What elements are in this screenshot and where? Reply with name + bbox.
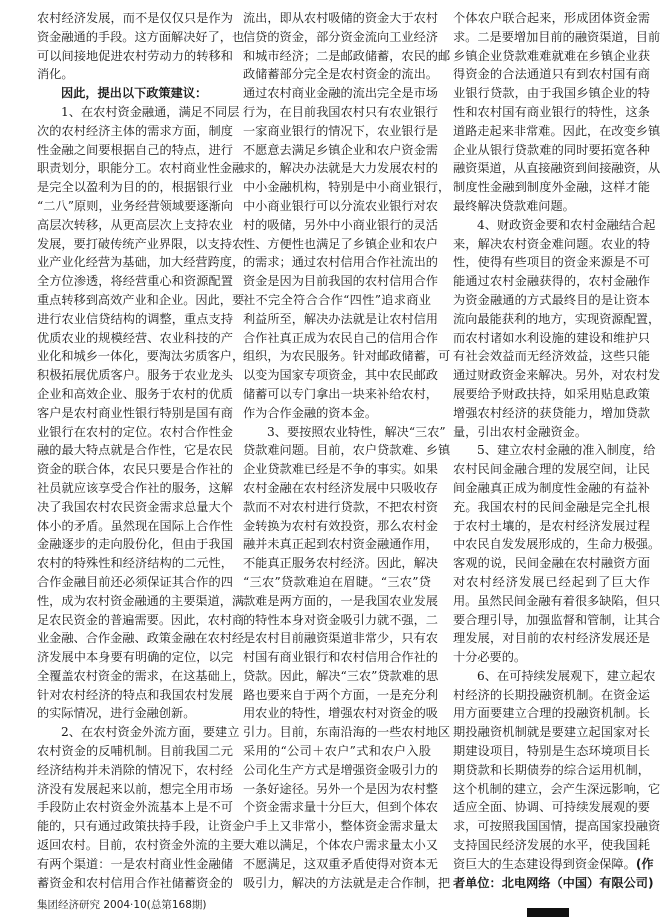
line-text: 个资金需求量十分巨大，但到个体农: [243, 800, 438, 815]
text-line: [37, 611, 245, 630]
line-text: 农村资金的反哺机制。目前我国二元: [37, 744, 233, 759]
line-text: 村国有商业银行和农村信用合作社的: [243, 650, 438, 665]
text-line: [453, 235, 650, 254]
text-line: [243, 723, 451, 742]
text-line: [243, 667, 439, 686]
text-line: [37, 9, 233, 28]
line-text: 不愿意去满足乡镇企业和农户资金需: [243, 142, 438, 157]
line-text: 于农村土壤的，是农村经济发展过程: [453, 518, 650, 533]
line-text: 社员就应该享受合作社的服务，这解: [37, 480, 233, 495]
line-text: 业银行贷款，由于我国乡镇企业的特: [453, 86, 650, 101]
line-text: 针对农村经济的特点和我国农村发展: [37, 687, 233, 702]
line-text: 采用的“公司＋农户”式和农户入股: [243, 744, 431, 759]
text-line: [453, 592, 661, 611]
line-text: 个体农户联合起来，形成团体资金需: [453, 11, 650, 25]
text-line: [37, 347, 245, 366]
line-text: 组织，为农民服务。针对邮政储蓄，可: [243, 349, 451, 364]
text-line: [453, 855, 654, 874]
text-line: [37, 47, 233, 66]
text-line: [37, 141, 233, 160]
line-text: 企业贷款难已经是不争的事实。如果: [243, 462, 438, 477]
column-3: [453, 9, 661, 892]
text-line: [37, 498, 233, 517]
text-line: [243, 629, 438, 648]
line-text: 职责划分，职能分工。农村商业性金融: [37, 161, 245, 176]
text-line: [37, 291, 245, 310]
text-line: [453, 159, 661, 178]
text-line: [37, 253, 245, 272]
line-text: 和城市经济；二是邮政储蓄，农民的邮: [243, 48, 451, 63]
line-text: 作为合作金融的资本金。: [243, 405, 378, 420]
line-text: 手段防止农村资金外流基本上是不可: [37, 800, 233, 815]
line-text: 资金融通的手段。这方面解决好了，也: [37, 29, 245, 44]
text-line: [453, 291, 650, 310]
line-text: 业金融、合作金融、政策金融在农村经: [37, 631, 245, 646]
line-text: 中小金融机构，特别是中小商业银行，: [243, 180, 451, 195]
line-text: 进行农业信贷结构的调整，重点支持: [37, 311, 233, 326]
line-text: 求，可按照我国国情，提高国家投融资: [453, 819, 661, 834]
line-text: 是完全以盈利为目的的，根据银行业: [37, 180, 233, 195]
line-text: 3、要按照农业特性，解决“三农”: [267, 424, 446, 439]
text-line: [453, 761, 650, 780]
line-text: 最终解决贷款难问题。: [453, 198, 575, 213]
text-line: [37, 479, 233, 498]
text-line: [453, 441, 656, 460]
line-text: 全覆盖农村资金的需求，在这基础上，: [37, 668, 245, 683]
end-mark: [527, 908, 569, 917]
line-text: 者单位：北电网络（中国）有限公司): [453, 875, 654, 890]
column-2: [243, 9, 451, 892]
line-text: 以变为国家专项资金，其中农民邮政: [243, 368, 438, 383]
text-line: [37, 798, 233, 817]
line-text: 重点转移到高效产业和企业。因此，要: [37, 292, 245, 307]
line-text: 的需求；通过农村信用合作社流出的: [243, 255, 438, 270]
line-text: 得资金的合法通道只有到农村国有商: [453, 67, 650, 82]
line-text: 决了我国农村农民资金需求总量大个: [37, 499, 233, 514]
text-line: [453, 347, 650, 366]
line-text: 贷款。因此，解决“三农”贷款难的思: [243, 668, 439, 683]
text-line: [453, 498, 650, 517]
line-text: 款难是两方面的，一是我国农业发展: [243, 593, 438, 608]
line-text: 量，引出农村金融资金。: [453, 424, 588, 439]
line-text: 能的，只有通过政策扶持手段，让资金: [37, 819, 245, 834]
text-line: [243, 404, 431, 423]
line-text: 4、财政资金要和农村金融结合起: [477, 217, 656, 232]
line-text: 期建设项目，特别是生态环境项目长: [453, 744, 650, 759]
text-line: [37, 385, 233, 404]
text-line: [243, 47, 451, 66]
line-text: 有社会效益而无经济效益，这些只能: [453, 349, 650, 364]
line-text: 要合理引导，加强监督和管制，让其合: [453, 612, 661, 627]
line-text: 返回农村。目前，农村资金外流的主要: [37, 838, 245, 853]
text-line: [243, 517, 438, 536]
line-text: 高层次转移，从更高层次上支持农业: [37, 217, 233, 232]
line-text: 农村金融在农村经济发展中只吸收存: [243, 480, 438, 495]
line-text: 的实际情况，进行金融创新。: [37, 706, 196, 721]
text-line: [37, 423, 233, 442]
line-text: 金转换为农村有效投资，那么农村金: [243, 518, 438, 533]
text-line-bold: [453, 874, 654, 893]
text-line: [243, 197, 438, 216]
line-text: 不愿满足，这双重矛盾使得对资本无: [243, 856, 438, 871]
line-text: 村经济的长期投融资机制。在资金运: [453, 687, 650, 702]
line-text: 6、在可持续发展观下，建立起农: [477, 668, 656, 683]
text-line: [243, 84, 438, 103]
line-text: 融资渠道，从直接融资到间接融资，从: [453, 161, 661, 176]
text-line: [243, 479, 438, 498]
line-text: 济没有发展起来以前，想完全用市场: [37, 781, 233, 796]
line-text: 2、在农村资金外流方面，要建立: [61, 725, 240, 740]
text-line: [37, 573, 233, 592]
text-line: [453, 329, 650, 348]
text-line: [453, 122, 661, 141]
text-line: [37, 460, 233, 479]
line-text: 性、方便性也满足了乡镇企业和农户: [243, 236, 438, 251]
line-text: 积极拓展优质客户。服务于农业龙头: [37, 368, 233, 383]
text-line: [453, 178, 650, 197]
text-line: [243, 216, 438, 235]
line-text: 足农民资金的普遍需要。因此，农村商: [37, 612, 245, 627]
text-line: [453, 517, 650, 536]
line-text: 充。我国农村的民间金融是完全扎根: [453, 499, 650, 514]
text-line: [243, 103, 438, 122]
line-text: 款而不对农村进行贷款，不把农村资: [243, 499, 438, 514]
text-line: [243, 291, 431, 310]
text-line: [453, 366, 661, 385]
line-text: 性金融之间要根据自己的特点，进行: [37, 142, 233, 157]
text-line: [243, 761, 438, 780]
text-line: [453, 554, 650, 573]
text-line: [453, 817, 661, 836]
line-text: 适应全面、协调、可持续发展观的要: [453, 800, 650, 815]
line-text: 资金是因为目前我国的农村信用合作: [243, 274, 438, 289]
text-line: [37, 216, 233, 235]
author-note-start: (作: [635, 856, 654, 871]
line-text: “二八”原则，业务经营领域要逐渐向: [37, 198, 233, 213]
text-line: [37, 178, 233, 197]
text-line: [243, 780, 438, 799]
line-text: 展要给予财政扶持，如采用贴息政策: [453, 386, 650, 401]
text-line: [37, 310, 233, 329]
text-line: [243, 798, 438, 817]
line-text: 对农村经济发展已经起到了巨大作: [453, 574, 650, 589]
text-line: [243, 310, 438, 329]
line-text: 求的，解决办法就是大力发展农村的: [243, 161, 438, 176]
line-text: 间金融真正成为制度性金融的有益补: [453, 480, 650, 495]
text-line: [453, 667, 656, 686]
line-text: 十分必要的。: [453, 650, 527, 665]
text-line: [453, 84, 650, 103]
text-line: [243, 874, 451, 893]
line-text: 村的吸储，另外中小商业银行的灵活: [243, 217, 438, 232]
line-text: 通过财政资金来解决。另外，对农村发: [453, 368, 661, 383]
text-line: [453, 836, 650, 855]
text-line: [37, 517, 233, 536]
line-text: “三农”贷款难迫在眉睫。“三农”贷: [243, 574, 431, 589]
text-line: [243, 836, 438, 855]
line-text: 可以间接地促进农村劳动力的转移和: [37, 48, 233, 63]
line-text: 优质农业的规模经营、农业科技的产: [37, 330, 233, 345]
line-text: 中小商业银行可以分流农业银行对农: [243, 198, 438, 213]
text-line: [37, 366, 233, 385]
line-text: 一家商业银行的情况下，农业银行是: [243, 123, 438, 138]
text-line: [37, 742, 233, 761]
line-text: 行为，在目前我国农村只有农业银行: [243, 104, 438, 119]
line-text: 期贷款和长期债券的综合运用机制，: [453, 762, 650, 777]
text-line: [37, 65, 233, 84]
line-text: 政储蓄部分完全是农村资金的流出。: [243, 67, 438, 82]
text-line: [453, 723, 650, 742]
line-text: 流出，即从农村吸储的资金大于农村: [243, 11, 438, 25]
text-line: [453, 611, 661, 630]
text-line: [453, 535, 661, 554]
text-line: [453, 9, 650, 28]
line-text: 流向最能获利的地方，实现资源配置，: [453, 311, 661, 326]
line-text: 体小的矛盾。虽然现在国际上合作性: [37, 518, 233, 533]
line-text: 一条好途径。另外一个是因为农村整: [243, 781, 438, 796]
line-text: 消化。: [37, 67, 74, 82]
line-text: 因此，提出以下政策建议：: [61, 86, 208, 101]
text-line: [243, 573, 431, 592]
line-text: 业银行在农村的定位。农村合作性金: [37, 424, 233, 439]
line-text: 企业从银行贷款难的同时要拓宽各种: [453, 142, 650, 157]
text-line: [453, 103, 650, 122]
text-line: [37, 629, 245, 648]
line-text: 道路走起来非常难。因此，在改变乡镇: [453, 123, 661, 138]
text-line: [37, 329, 233, 348]
line-text: 利益所至，解决办法就是让农村信用: [243, 311, 438, 326]
text-line: [37, 235, 245, 254]
text-line: [243, 122, 438, 141]
text-line: [37, 535, 233, 554]
line-text: 农村的特殊性和经济结构的二元性，: [37, 556, 233, 571]
line-text: 社不完全符合合作“四性”追求商业: [243, 292, 431, 307]
text-line: [37, 404, 233, 423]
text-line: [453, 141, 650, 160]
text-line: [243, 686, 438, 705]
text-line: [37, 836, 245, 855]
text-line: [243, 9, 438, 28]
text-line: [243, 366, 438, 385]
line-text: 求。二是要增加目前的融资渠道，目前: [453, 29, 661, 44]
line-text: 发展，要打破传统产业界限，以支持农: [37, 236, 245, 251]
line-text: 这个机制的建立，会产生深远影响，它: [453, 781, 661, 796]
text-line: [243, 817, 438, 836]
column-1: [37, 9, 245, 892]
text-line: [243, 178, 451, 197]
text-line: [243, 535, 438, 554]
text-line: [243, 141, 438, 160]
text-line: [243, 385, 438, 404]
line-text: 户手上又非常小，整体资金需求量太: [243, 819, 438, 834]
text-line: [37, 272, 233, 291]
line-text: 不能真正服务农村经济。因此，解决: [243, 556, 438, 571]
text-line: [37, 761, 233, 780]
text-line: [453, 780, 661, 799]
line-text: 性，成为农村资金融通的主要渠道，满: [37, 593, 245, 608]
text-line: [453, 742, 650, 761]
text-line: [37, 874, 233, 893]
line-text: 客户是农村商业性银行特别是国有商: [37, 405, 233, 420]
line-text: 理发展，对目前的农村经济发展还是: [453, 631, 650, 646]
text-line: [243, 648, 438, 667]
line-text: 用农业的特性，增强农村对资金的吸: [243, 706, 438, 721]
line-text: 企业和高效企业、服务于农村的优质: [37, 386, 233, 401]
line-text: 金融逐步的走向股份化，但由于我国: [37, 537, 233, 552]
text-line: [453, 47, 650, 66]
text-line: [37, 704, 233, 723]
text-line: [37, 441, 233, 460]
line-text: 是农村目前融资渠道非常少，只有农: [243, 631, 438, 646]
text-line: [37, 159, 245, 178]
line-text: 有两个渠道：一是农村商业性金融储: [37, 856, 233, 871]
text-line: [243, 592, 438, 611]
text-line: [243, 235, 438, 254]
text-line: [37, 855, 233, 874]
line-text: 业产业化经营为基础，加大经营跨度，: [37, 255, 245, 270]
text-line: [243, 347, 451, 366]
text-line: [453, 573, 650, 592]
text-line: [37, 648, 233, 667]
line-text: 支持国民经济发展的水平，使我国耗: [453, 838, 650, 853]
line-text: 1、在农村资金融通，满足不同层: [61, 104, 240, 119]
text-line: [37, 667, 245, 686]
line-text: 大难以满足，个体农户需求量太小又: [243, 838, 438, 853]
text-line: [243, 704, 438, 723]
line-text: 合作社真正成为农民自己的信用合作: [243, 330, 438, 345]
text-line: [243, 498, 438, 517]
text-line: [243, 272, 438, 291]
line-text: 储蓄可以专门拿出一块来补给农村，: [243, 386, 438, 401]
text-line: [453, 216, 656, 235]
text-line: [453, 310, 661, 329]
line-text: 资巨大的生态建设得到资金保障。: [453, 856, 636, 871]
line-text: 融并未真正起到农村资金融通作用，: [243, 537, 438, 552]
text-line: [243, 554, 438, 573]
text-line: [37, 197, 233, 216]
text-line: [37, 103, 240, 122]
line-text: 的特性本身对资金吸引力就不强，二: [243, 612, 438, 627]
line-text: 济发展中本身要有明确的定位，以完: [37, 650, 233, 665]
text-line: [453, 423, 650, 442]
text-line: [37, 723, 240, 742]
line-text: 资金的联合体，农民只要是合作社的: [37, 462, 233, 477]
text-line: [37, 592, 245, 611]
line-text: 公司化生产方式是增强资金吸引力的: [243, 762, 438, 777]
line-text: 农村经济发展，而不是仅仅只是作为: [37, 11, 233, 25]
text-line: [453, 648, 650, 667]
line-text: 次的农村经济主体的需求方面，制度: [37, 123, 233, 138]
text-line: [453, 798, 650, 817]
text-line: [243, 159, 438, 178]
line-text: 全方位渗透，将经营重心和资源配置: [37, 274, 233, 289]
text-line: [37, 817, 245, 836]
text-line: [453, 385, 650, 404]
text-line: [243, 611, 438, 630]
line-text: 用。虽然民间金融有着很多缺陷，但只: [453, 593, 661, 608]
line-text: 经济结构并未消除的情况下，农村经: [37, 762, 233, 777]
line-text: 而农村诸如水利设施的建设和维护只: [453, 330, 650, 345]
text-line: [453, 253, 650, 272]
line-text: 性和农村国有商业银行的特性，这条: [453, 104, 650, 119]
text-line: [243, 28, 438, 47]
line-text: 中农民自发发展形成的，生命力极强。: [453, 537, 661, 552]
text-line: [243, 441, 451, 460]
text-line: [453, 629, 650, 648]
text-line: [37, 780, 233, 799]
text-line: [37, 686, 233, 705]
line-text: 信贷的资金，部分资金流向工业经济: [243, 29, 438, 44]
text-line-bold: [37, 84, 233, 103]
line-text: 合作金融目前还必须保证其合作的四: [37, 574, 233, 589]
line-text: 制度性金融到制度外金融，这样才能: [453, 180, 650, 195]
text-line: [453, 686, 650, 705]
line-text: 来，解决农村资金难问题。农业的特: [453, 236, 650, 251]
text-line: [37, 554, 233, 573]
line-text: 路也要来自于两个方面，一是充分利: [243, 687, 438, 702]
text-line: [243, 423, 446, 442]
text-line: [453, 460, 650, 479]
line-text: 为资金融通的方式最终目的是让资本: [453, 292, 650, 307]
text-line: [37, 28, 245, 47]
text-line: [243, 742, 431, 761]
line-text: 乡镇企业贷款难难就难在乡镇企业获: [453, 48, 650, 63]
text-line: [453, 479, 650, 498]
line-text: 引力。目前，东南沿海的一些农村地区: [243, 725, 451, 740]
line-text: 用方面要建立合理的投融资机制。长: [453, 706, 650, 721]
text-line: [243, 855, 438, 874]
text-line: [37, 122, 233, 141]
line-text: 融的最大特点就是合作性，它是农民: [37, 443, 233, 458]
line-text: 通过农村商业金融的流出完全是市场: [243, 86, 438, 101]
line-text: 业化和城乡一体化，要淘汰劣质客户，: [37, 349, 245, 364]
line-text: 贷款难问题。目前，农户贷款难、乡镇: [243, 443, 451, 458]
text-line: [453, 272, 650, 291]
text-line: [453, 28, 661, 47]
line-text: 客观的说，民间金融在农村融资方面: [453, 556, 650, 571]
text-line: [243, 460, 438, 479]
text-line: [453, 404, 650, 423]
line-text: 农村民间金融合理的发展空间，让民: [453, 462, 650, 477]
text-line: [453, 65, 650, 84]
line-text: 吸引力，解决的方法就是走合作制，把: [243, 875, 451, 890]
text-line: [243, 65, 438, 84]
text-line: [243, 253, 438, 272]
text-line: [243, 329, 438, 348]
line-text: 5、建立农村金融的准入制度，给: [477, 443, 656, 458]
line-text: 蓄资金和农村信用合作社储蓄资金的: [37, 875, 233, 890]
text-line: [453, 704, 650, 723]
line-text: 能通过农村金融获得的，农村金融作: [453, 274, 650, 289]
line-text: 期投融资机制就是要建立起国家对长: [453, 725, 650, 740]
line-text: 增强农村经济的获贷能力，增加贷款: [453, 405, 650, 420]
journal-footer: 集团经济研究 2004·10(总第168期): [37, 899, 207, 911]
line-text: 性，使得有些项目的资金来源是不可: [453, 255, 650, 270]
text-line: [453, 197, 650, 216]
